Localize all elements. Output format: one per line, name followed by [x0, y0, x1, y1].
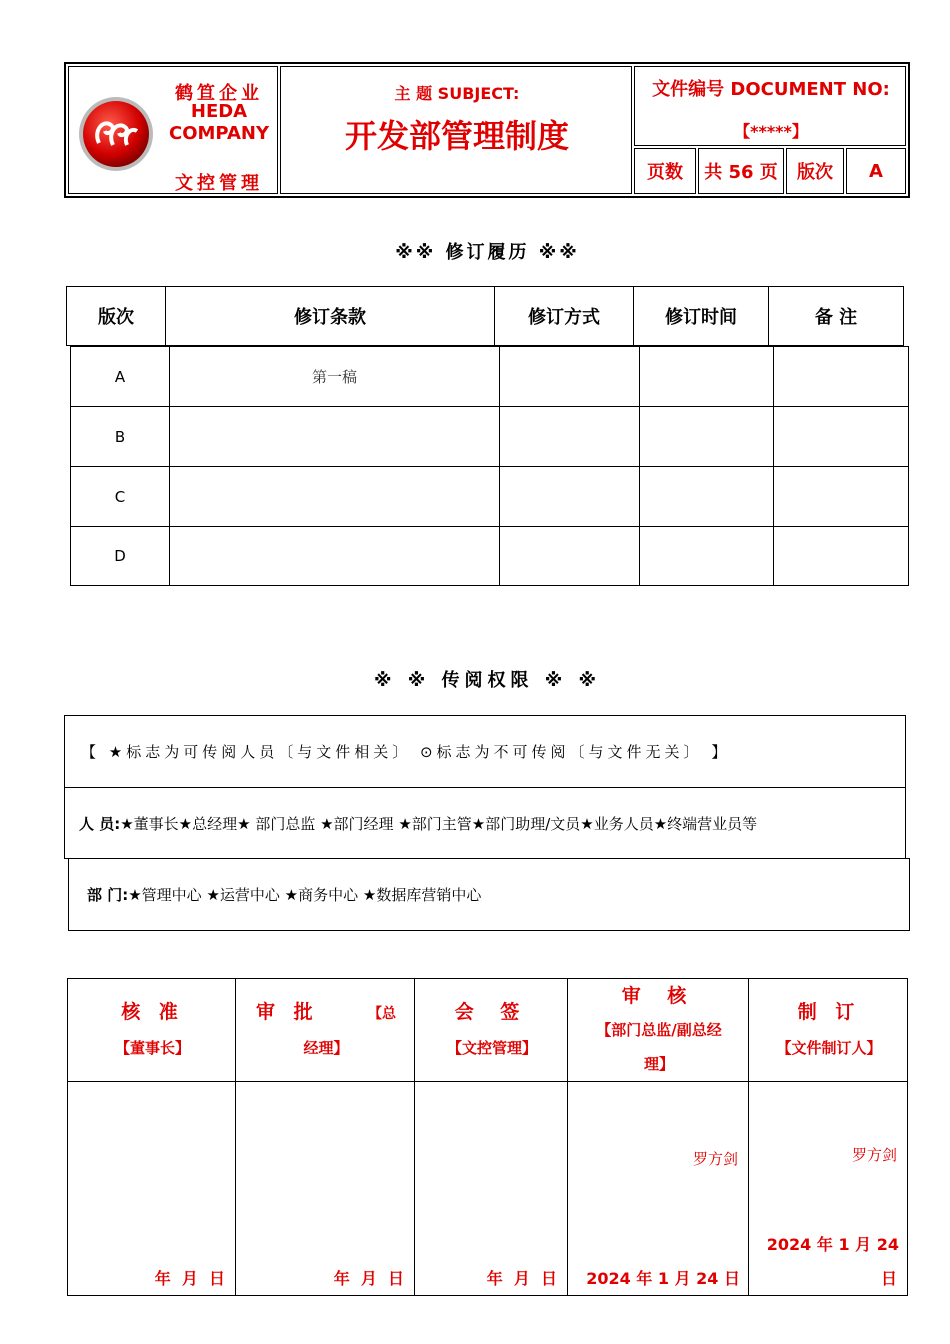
table-row-version: C	[70, 466, 170, 527]
table-row-version: B	[70, 406, 170, 467]
department-list: ★管理中心 ★运营中心 ★商务中心 ★数据库营销中心	[128, 886, 482, 904]
table-row-clause: 第一稿	[169, 346, 500, 407]
table-row-note	[773, 346, 909, 407]
pages-value: 共 56 页	[698, 148, 784, 194]
table-row-note	[773, 526, 909, 586]
review-role-b: 理】	[643, 1055, 674, 1073]
table-row-method	[499, 346, 640, 407]
revision-col-note: 备 注	[768, 286, 904, 346]
department-row	[68, 858, 910, 931]
department-label: 部 门:	[87, 886, 129, 904]
draft-date-b: 日	[880, 1269, 897, 1288]
circulation-legend: 【 ★标志为可传阅人员〔与文件相关〕 ⊙标志为不可传阅〔与文件无关〕 】	[64, 715, 906, 788]
draft-date-a: 2024 年 1 月 24	[766, 1235, 899, 1254]
approval-col-review	[567, 978, 749, 1082]
doc-no-value: 【*****】	[734, 122, 808, 141]
revision-table-body	[70, 346, 909, 586]
review-signature-cell	[567, 1081, 749, 1296]
company-cell	[68, 66, 278, 194]
personnel-label: 人 员:	[79, 814, 121, 833]
revision-section-title: ※※ 修订履历 ※※	[395, 242, 580, 263]
company-name-en-2: COMPANY	[169, 123, 269, 144]
table-row-time	[639, 526, 774, 586]
personnel-row	[64, 787, 906, 859]
countersign-date: 年 月 日	[486, 1269, 557, 1288]
table-row-note	[773, 406, 909, 467]
approve-role: 【董事长】	[114, 1039, 190, 1057]
approval-col-draft	[748, 978, 908, 1082]
doc-no-cell	[634, 66, 906, 146]
authorize-title: 审 批	[256, 1001, 319, 1023]
table-row-clause	[169, 526, 500, 586]
table-row-method	[499, 526, 640, 586]
table-row-version: A	[70, 346, 170, 407]
doc-control-label: 文控管理	[175, 173, 263, 194]
table-row-time	[639, 466, 774, 527]
countersign-title: 会 签	[454, 1001, 530, 1023]
table-row-version: D	[70, 526, 170, 586]
table-row-clause	[169, 466, 500, 527]
subject-cell	[280, 66, 632, 194]
draft-role: 【文件制订人】	[776, 1039, 882, 1057]
table-row-time	[639, 406, 774, 467]
review-role-a: 【部门总监/副总经	[596, 1021, 722, 1039]
revision-col-method: 修订方式	[494, 286, 634, 346]
review-signer: 罗方剑	[692, 1150, 738, 1168]
table-row-clause	[169, 406, 500, 467]
approval-table	[67, 978, 908, 1296]
draft-signature-cell	[748, 1081, 908, 1296]
subject-label: 主 题 SUBJECT:	[394, 84, 520, 103]
company-logo-icon	[77, 95, 155, 173]
review-title: 审 核	[621, 985, 697, 1007]
approval-col-approve	[67, 978, 236, 1082]
authorize-role-a: 【总	[368, 1006, 396, 1022]
review-date: 2024 年 1 月 24 日	[586, 1269, 740, 1288]
table-row-time	[639, 346, 774, 407]
table-row-method	[499, 406, 640, 467]
revision-col-time: 修订时间	[633, 286, 769, 346]
company-name-en-1: HEDA	[190, 101, 248, 122]
countersign-signature-cell	[414, 1081, 568, 1296]
approve-signature-cell	[67, 1081, 236, 1296]
table-row-method	[499, 466, 640, 527]
document-title: 开发部管理制度	[344, 117, 569, 155]
approval-col-authorize	[235, 978, 415, 1082]
approve-date: 年 月 日	[154, 1269, 225, 1288]
personnel-list: ★董事长★总经理★ 部门总监 ★部门经理 ★部门主管★部门助理/文员★业务人员★终端营业员等	[120, 814, 758, 833]
version-label: 版次	[786, 148, 844, 194]
company-name-cn: 鹤笪企业	[175, 83, 263, 104]
document-header	[64, 62, 910, 198]
draft-signer: 罗方剑	[851, 1146, 897, 1164]
revision-header-row	[66, 286, 904, 346]
table-row-note	[773, 466, 909, 527]
revision-col-clause: 修订条款	[165, 286, 495, 346]
approval-col-countersign	[414, 978, 568, 1082]
draft-title: 制 订	[797, 1001, 861, 1023]
authorize-signature-cell	[235, 1081, 415, 1296]
revision-col-version: 版次	[66, 286, 166, 346]
authorize-role-b: 经理】	[303, 1039, 349, 1057]
circulation-section-title: ※ ※ 传阅权限 ※ ※	[373, 670, 602, 691]
countersign-role: 【文控管理】	[446, 1039, 537, 1057]
version-value: A	[846, 148, 906, 194]
authorize-date: 年 月 日	[333, 1269, 404, 1288]
doc-no-label: 文件编号 DOCUMENT NO:	[652, 79, 890, 100]
approve-title: 核 准	[121, 1001, 184, 1023]
pages-label: 页数	[634, 148, 696, 194]
